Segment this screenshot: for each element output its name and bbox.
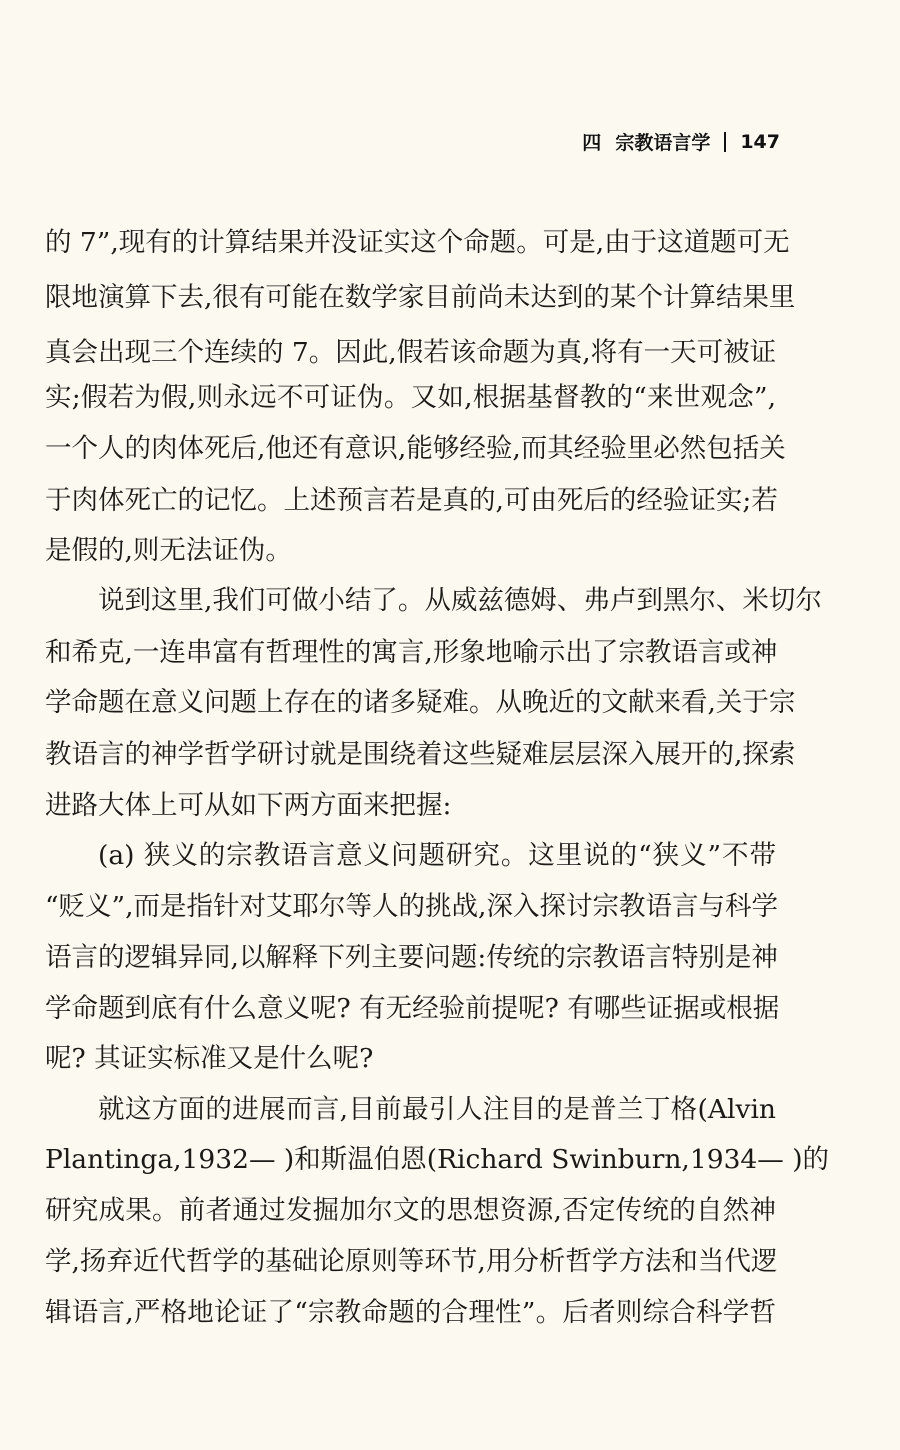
text-line: 进路大体上可从如下两方面来把握: (45, 790, 452, 821)
text-line: Plantinga,1932— )和斯温伯恩(Richard Swinburn,1934— )的 (45, 1144, 830, 1175)
text-line: 学命题在意义问题上存在的诸多疑难。从晚近的文献来看,关于宗 (45, 687, 796, 718)
text-line: (a) 狭义的宗教语言意义问题研究。这里说的“狭义”不带 (98, 840, 776, 871)
text-line: 是假的,则无法证伪。 (45, 535, 292, 566)
page-number: 147 (740, 130, 780, 153)
chapter-title: 宗教语言学 (615, 132, 711, 154)
text-line: 呢? 其证实标准又是什么呢? (45, 1043, 374, 1074)
text-line: 说到这里,我们可做小结了。从威兹德姆、弗卢到黑尔、米切尔 (98, 585, 822, 616)
text-line: 和希克,一连串富有哲理性的寓言,形象地喻示出了宗教语言或神 (45, 637, 778, 668)
header-divider (724, 132, 726, 152)
text-line: 真会出现三个连续的 7。因此,假若该命题为真,将有一天可被证 (45, 337, 777, 368)
text-line: 的 7”,现有的计算结果并没证实这个命题。可是,由于这道题可无 (45, 227, 790, 258)
text-line: 一个人的肉体死后,他还有意识,能够经验,而其经验里必然包括关 (45, 433, 786, 464)
text-line: 于肉体死亡的记忆。上述预言若是真的,可由死后的经验证实;若 (45, 485, 778, 516)
text-line: 教语言的神学哲学研讨就是围绕着这些疑难层层深入展开的,探索 (45, 739, 796, 770)
running-header (582, 128, 780, 155)
text-line: “贬义”,而是指针对艾耶尔等人的挑战,深入探讨宗教语言与科学 (45, 891, 778, 922)
text-line: 就这方面的进展而言,目前最引人注目的是普兰丁格(Alvin (98, 1094, 776, 1125)
text-line: 语言的逻辑异同,以解释下列主要问题:传统的宗教语言特别是神 (45, 942, 778, 973)
text-line: 实;假若为假,则永远不可证伪。又如,根据基督教的“来世观念”, (45, 382, 776, 413)
chapter-number: 四 (582, 132, 602, 154)
text-line: 学命题到底有什么意义呢? 有无经验前提呢? 有哪些证据或根据 (45, 993, 780, 1024)
text-line: 研究成果。前者通过发掘加尔文的思想资源,否定传统的自然神 (45, 1195, 776, 1226)
text-line: 学,扬弃近代哲学的基础论原则等环节,用分析哲学方法和当代逻 (45, 1246, 778, 1277)
text-line: 限地演算下去,很有可能在数学家目前尚未达到的某个计算结果里 (45, 282, 796, 313)
text-line: 辑语言,严格地论证了“宗教命题的合理性”。后者则综合科学哲 (45, 1297, 776, 1328)
